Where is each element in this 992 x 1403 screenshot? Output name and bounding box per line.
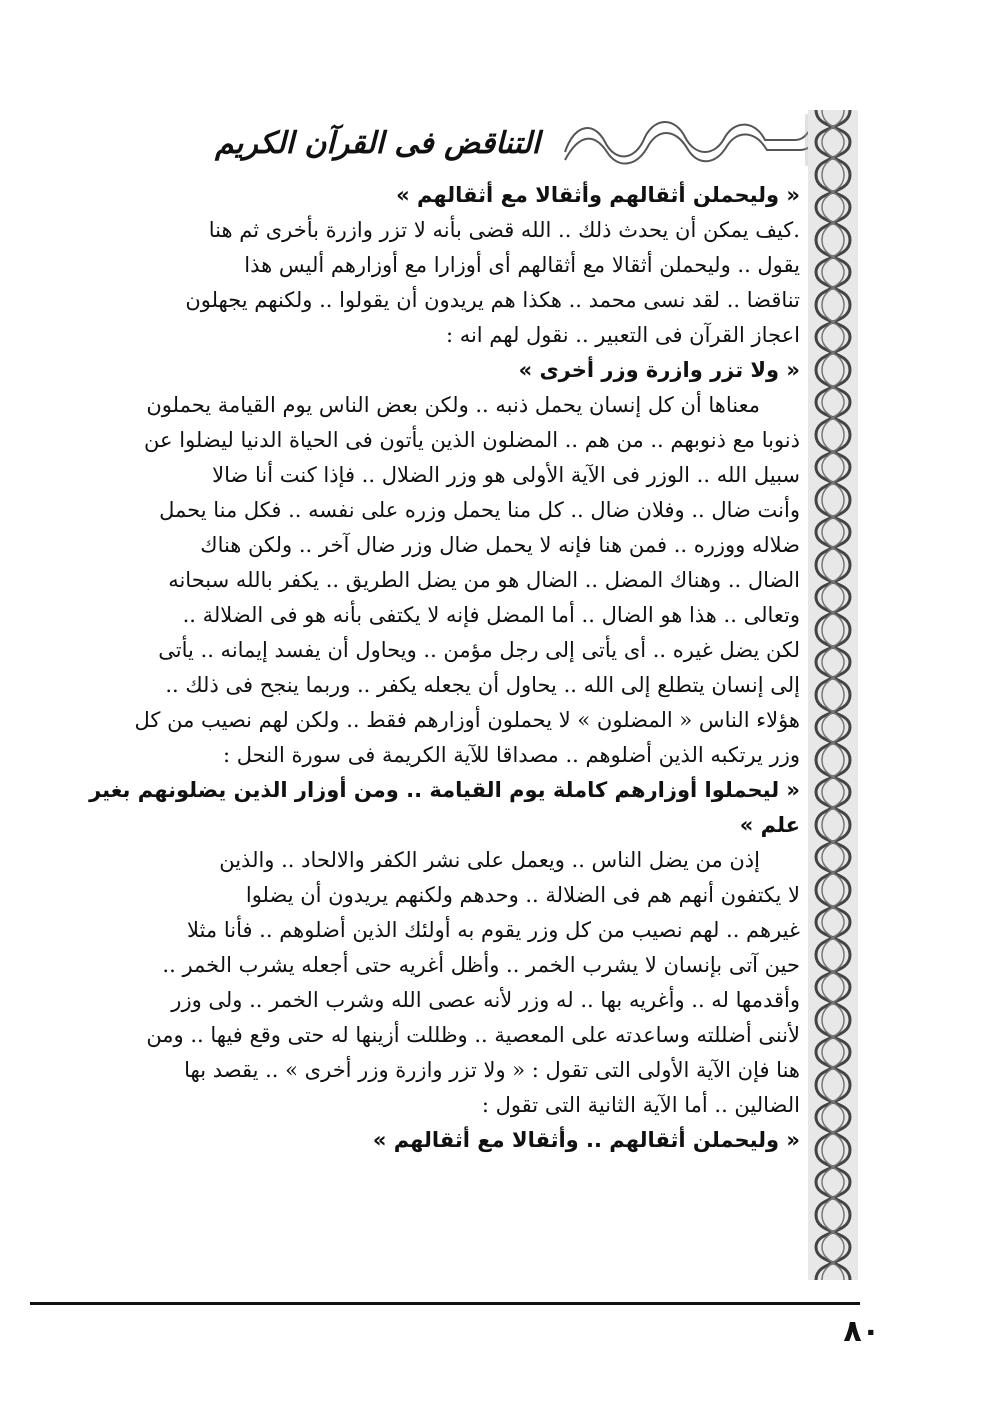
footer-rule — [30, 1302, 860, 1305]
verse-line: علم » — [739, 813, 800, 837]
verse-line: « وليحملن أثقالهم وأثقالا مع أثقالهم » — [396, 183, 800, 207]
text-line: الضال .. وهناك المضل .. الضال هو من يضل الطريق .. يكفر بالله سبحانه — [168, 568, 800, 592]
text-line: إلى إنسان يتطلع إلى الله .. يحاول أن يجعله يكفر .. وربما ينجح فى ذلك .. — [165, 673, 800, 697]
text-line: معناها أن كل إنسان يحمل ذنبه .. ولكن بعض الناس يوم القيامة يحملون — [146, 393, 760, 417]
verse-line: « وليحملن أثقالهم .. وأثقالا مع أثقالهم » — [372, 1128, 800, 1152]
text-line: اعجاز القرآن فى التعبير .. نقول لهم انه : — [445, 323, 800, 347]
text-line: هؤلاء الناس « المضلون » لا يحملون أوزارهم فقط .. ولكن لهم نصيب من كل — [134, 708, 800, 732]
text-line: الضالين .. أما الآية الثانية التى تقول : — [481, 1093, 800, 1117]
text-line: حين آتى بإنسان لا يشرب الخمر .. وأظل أغريه حتى أجعله يشرب الخمر .. — [162, 953, 800, 977]
text-line: سبيل الله .. الوزر فى الآية الأولى هو وزر الضلال .. فإذا كنت أنا ضالا — [212, 463, 800, 487]
text-line: ذنوبا مع ذنوبهم .. من هم .. المضلون الذين يأتون فى الحياة الدنيا ليضلوا عن — [144, 428, 800, 452]
text-line: هنا فإن الآية الأولى التى تقول : « ولا تزر وازرة وزر أخرى » .. يقصد بها — [184, 1058, 800, 1082]
text-line: إذن من يضل الناس .. ويعمل على نشر الكفر والالحاد .. والذين — [219, 848, 760, 872]
text-line: غيرهم .. لهم نصيب من كل وزر يقوم به أولئك الذين أضلوهم .. فأنا مثلا — [187, 918, 800, 942]
text-line: وأقدمها له .. وأغريه بها .. له وزر لأنه عصى الله وشرب الخمر .. ولى وزر — [171, 988, 800, 1012]
chapter-title: التناقض فى القرآن الكريم — [215, 126, 540, 161]
verse-line: « ولا تزر وازرة وزر أخرى » — [518, 358, 800, 382]
text-line: لكن يضل غيره .. أى يأتى إلى رجل مؤمن .. ويحاول أن يفسد إيمانه .. يأتى — [158, 638, 800, 662]
text-line: لأننى أضللته وساعدته على المعصية .. وظللت أزينها له حتى وقع فيها .. ومن — [146, 1023, 800, 1047]
verse-line: « ليحملوا أوزارهم كاملة يوم القيامة .. ومن أوزار الذين يضلونهم بغير — [89, 778, 800, 802]
text-line: لا يكتفون أنهم هم فى الضلالة .. وحدهم ولكنهم يريدون أن يضلوا — [245, 883, 800, 907]
page-number: ٨٠ — [843, 1314, 880, 1349]
text-line: .كيف يمكن أن يحدث ذلك .. الله قضى بأنه لا تزر وازرة بأخرى ثم هنا — [208, 218, 800, 242]
decorative-border — [808, 110, 858, 1280]
text-line: تناقضا .. لقد نسى محمد .. هكذا هم يريدون أن يقولوا .. ولكنهم يجهلون — [185, 288, 800, 312]
text-line: وأنت ضال .. وفلان ضال .. كل منا يحمل وزره على نفسه .. فكل منا يحمل — [159, 498, 800, 522]
text-line: وزر يرتكبه الذين أضلوهم .. مصداقا للآية الكريمة فى سورة النحل : — [223, 743, 800, 767]
body-text — [30, 178, 800, 1288]
text-line: ضلاله ووزره .. فمن هنا فإنه لا يحمل ضال وزر ضال آخر .. ولكن هناك — [200, 533, 800, 557]
text-line: وتعالى .. هذا هو الضال .. أما المضل فإنه لا يكتفى بأنه هو فى الضلالة .. — [182, 603, 800, 627]
text-line: يقول .. وليحملن أثقالا مع أثقالهم أى أوزارا مع أوزارهم أليس هذا — [244, 253, 800, 277]
